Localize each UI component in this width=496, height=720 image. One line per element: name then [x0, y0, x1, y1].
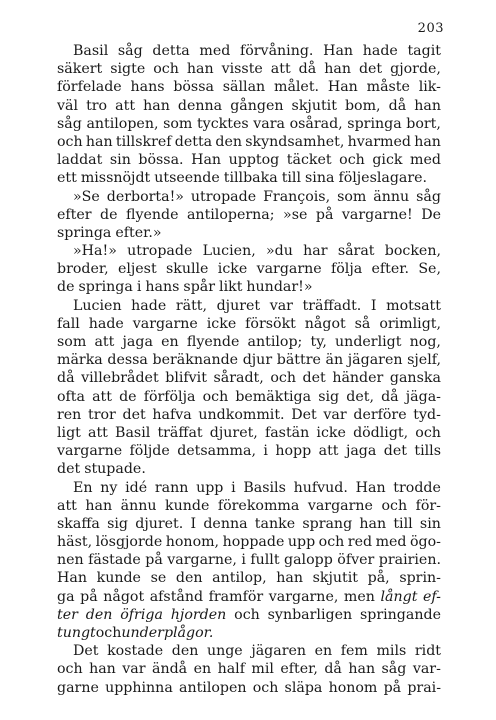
text-line: säkert sigte och han visste att då han det gjorde, [57, 61, 441, 78]
text-line: ett missnöjdt utseende tillbaka till sina följeslagare. [57, 170, 428, 187]
text-line: märka dessa beräknande djur bättre än jägaren sjelf, [57, 352, 441, 369]
text-line: En ny idé rann upp i Basils hufvud. Han trodde [73, 479, 441, 496]
text-line: Det kostade den unge jägaren en fem mils ridt [73, 643, 441, 660]
page-number: 203 [417, 21, 444, 36]
text-line: vargarne följde detsamma, i hopp att jaga det tills [57, 443, 441, 460]
text-line: väl tro att han denna gången skjutit bom, då han [57, 97, 441, 114]
text-line: förfelade hans bössa sällan målet. Han måste lik- [57, 79, 441, 96]
text-line: såg antilopen, som tycktes vara osårad, springa bort, [57, 115, 441, 132]
text-line: fall hade vargarne icke försökt något så orimligt, [57, 315, 441, 332]
text-line: då villebrådet blifvit såradt, och det händer ganska [57, 370, 441, 387]
text-line: tungt och under plågor. [57, 625, 214, 641]
body-text [57, 42, 441, 697]
text-line: de springa i hans spår likt hundar!» [57, 279, 313, 296]
text-line: »Se derborta!» utropade François, som ännu såg [73, 188, 441, 205]
text-line: Basil såg detta med förvåning. Han hade tagit [73, 43, 441, 59]
text-line: garne upphinna antilopen och släpa honom på prai- [57, 679, 441, 696]
text-line: broder, eljest skulle icke vargarne följa efter. Se, [57, 261, 441, 278]
text-line: Lucien hade rätt, djuret var träffadt. I motsatt [73, 297, 441, 314]
text-line: nen fästade på vargarne, i fullt galopp öfver prairien. [57, 552, 441, 569]
text-line: Han kunde se den antilop, han skjutit på, sprin- [57, 570, 441, 587]
text-line: skaffa sig djuret. I denna tanke sprang han till sin [57, 515, 441, 532]
text-line: ren tror det hafva undkommit. Det var derföre tyd- [57, 406, 441, 423]
text-line: det stupade. [57, 461, 146, 478]
text-line: laddat sin bössa. Han upptog täcket och gick med [57, 152, 441, 169]
text-line: att han ännu kunde förekomma vargarne och för- [57, 497, 441, 514]
text-line: och han var ändå en half mil efter, då han såg var- [57, 661, 441, 678]
text-line: ofta att de förfölja och bemäktiga sig det, då jäga- [57, 388, 441, 405]
text-line: »Ha!» utropade Lucien, »du har sårat bocken, [73, 243, 441, 260]
text-line: och han tillskref detta den skyndsamhet, hvarmed han [57, 133, 441, 150]
text-line: ter den öfriga hjorden och synbarligen springande [57, 606, 441, 623]
text-line: ga på något afstånd framför vargarne, men långt ef- [57, 588, 441, 605]
text-line: efter de flyende antiloperna; »se på vargarne! De [57, 206, 441, 223]
text-line: som att jaga en flyende antilop; ty, underligt nog, [57, 334, 441, 350]
text-line: ligt att Basil träffat djuret, fastän icke dödligt, och [57, 424, 441, 441]
text-line: springa efter.» [57, 224, 162, 241]
text-line: häst, lösgjorde honom, hoppade upp och red med ögo- [57, 534, 441, 551]
